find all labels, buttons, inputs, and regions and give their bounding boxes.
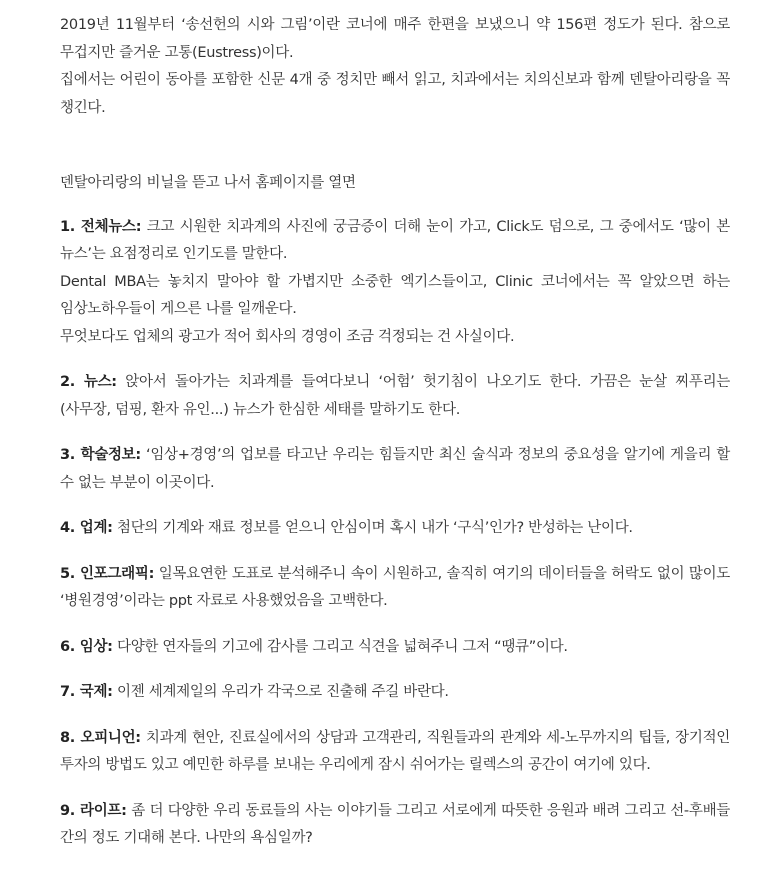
section-text: 좀 더 다양한 우리 동료들의 사는 이야기들 그리고 서로에게 따뜻한 응원과 배려 그리고 선-후배들 간의 정도 기대해 본다. 나만의 욕심일까? [60,802,730,846]
section-text: 첨단의 기계와 재료 정보를 얻으니 안심이며 혹시 내가 ‘구식’인가? 반성하는 난이다. [116,520,633,536]
section-academic-info [60,442,730,497]
section-paragraph [60,679,730,707]
section-paragraph [60,369,730,424]
section-label: 3. 학술정보: [60,447,141,463]
section-text: 크고 시원한 치과계의 사진에 궁금증이 더해 눈이 가고, Click도 덤으로, 그 중에서도 ‘많이 본 뉴스’는 요점정리로 인기도를 말한다. [60,218,730,262]
section-paragraph: 무엇보다도 업체의 광고가 적어 회사의 경영이 조금 걱정되는 건 사실이다. [60,328,515,345]
section-label: 9. 라이프: [60,802,127,819]
section-international [60,679,730,707]
section-paragraph: Dental MBA는 놓치지 말아야 할 가볍지만 소중한 엑기스들이고, Clinic 코너에서는 꼭 알았으면 하는 임상노하우들이 게으른 나를 일깨운다. [60,273,730,317]
section-paragraph [60,561,730,616]
section-label: 2. 뉴스: [60,374,117,390]
section-paragraph [60,634,730,662]
section-paragraph [60,725,730,780]
section-opinion [60,725,730,780]
section-text: 다양한 연자들의 기고에 감사를 그리고 식견을 넓혀주니 그저 “땡큐”이다. [116,638,568,655]
section-paragraph [60,798,730,853]
section-industry [60,515,730,543]
section-label: 1. 전체뉴스: [60,218,142,235]
section-label: 6. 임상: [60,638,113,655]
intro-paragraph: 집에서는 어린이 동아를 포함한 신문 4개 중 정치만 빼서 읽고, 치과에서는 치의신보과 함께 덴탈아리랑을 꼭 챙긴다. [60,72,730,116]
article-body [60,12,730,871]
section-paragraph [60,442,730,497]
section-label: 7. 국제: [60,684,113,700]
section-paragraph [60,214,730,269]
section-text: ‘임상+경영’의 업보를 타고난 우리는 힘들지만 최신 술식과 정보의 중요성을 알기에 게을리 할 수 없는 부분이 이곳이다. [60,447,730,491]
section-label: 4. 업계: [60,520,113,536]
section-news [60,369,730,424]
section-infographic [60,561,730,616]
section-clinical [60,634,730,662]
section-text: 일목요연한 도표로 분석해주니 속이 시원하고, 솔직히 여기의 데이터들을 허락도 없이 많이도 ‘병원경영’이라는 ppt 자료로 사용했었음을 고백한다. [60,565,731,609]
lead-sentence: 덴탈아리랑의 비닐을 뜯고 나서 홈페이지를 열면 [60,175,356,191]
section-label: 5. 인포그래픽: [60,565,155,582]
section-full-news [60,214,730,352]
section-life [60,798,730,853]
intro [60,12,730,122]
intro-paragraph: 2019년 11월부터 ‘송선헌의 시와 그림’이란 코너에 매주 한편을 보냈으니 약 156편 정도가 된다. 참으로 무겁지만 즐거운 고통(Eustress)이다. [60,17,730,61]
section-paragraph [60,515,730,543]
section-text: 이젠 세계제일의 우리가 각국으로 진출해 주길 바란다. [116,684,449,700]
section-text: 앉아서 돌아가는 치과계를 들여다보니 ‘어험’ 헛기침이 나오기도 한다. 가끔은 눈살 찌푸리는(사무장, 덤핑, 환자 유인...) 뉴스가 한심한 세태를 말하기도 한다. [60,374,730,418]
section-text: 치과계 현안, 진료실에서의 상담과 고객관리, 직원들과의 관계와 세-노무까지의 팁들, 장기적인 투자의 방법도 있고 예민한 하루를 보내는 우리에게 잠시 쉬어가는 릴렉스의 공간이 여기에 있다. [60,729,730,773]
section-label: 8. 오피니언: [60,729,141,746]
